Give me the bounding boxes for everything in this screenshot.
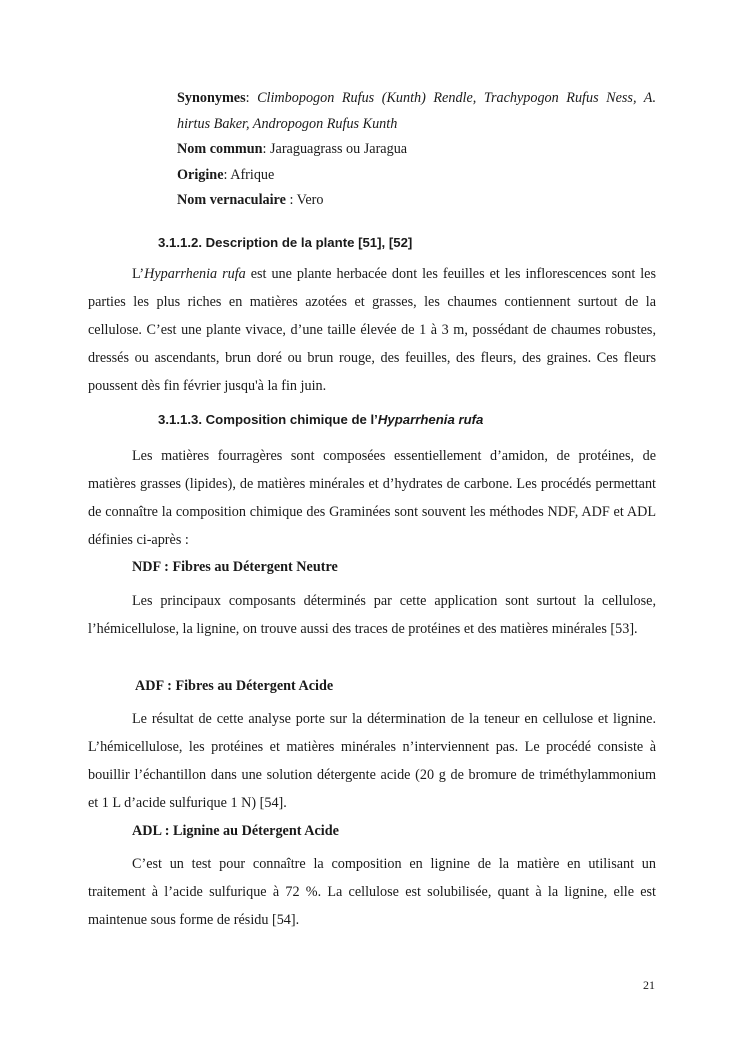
synonymes-value: Climbopogon Rufus (Kunth) Rendle, Trachypogon Rufus Ness, A. hirtus Baker, Andropogon Rufus Kunth <box>177 90 656 132</box>
page-number: 21 <box>643 978 655 992</box>
nom-vernaculaire-line <box>177 188 656 214</box>
description-paragraph <box>88 260 656 400</box>
nom-vernaculaire-label: Nom vernaculaire <box>177 192 286 208</box>
description-block <box>88 260 656 400</box>
origine-line <box>177 163 656 189</box>
adf-title: ADF : Fibres au Détergent Acide <box>135 678 334 694</box>
description-prefix: L’ <box>132 266 145 282</box>
description-text: est une plante herbacée dont les feuilles et les inflorescences sont les parties les plus riches en matières azotées et grasses, les chaumes contiennent surtout de la cellulose. C’est une plante vivace, d’une taille élevée de 1 à 3 m, possédant de chaumes robustes, dressés ou ascendants, brun doré ou brun rouge, des feuilles, des fleurs, des graines. Ces fleurs poussent dès fin février jusqu'à la fin juin. <box>88 266 657 394</box>
synonymes-line: Synonymes: Climbopogon Rufus (Kunth) Rendle, Trachypogon Rufus Ness, A. hirtus Baker, Andropogon Rufus Kunth <box>177 90 656 132</box>
nom-commun-label: Nom commun <box>177 141 263 157</box>
heading-3113-species: Hyparrhenia rufa <box>377 412 484 427</box>
synonyms-block <box>177 86 656 214</box>
adl-title: ADL : Lignine au Détergent Acide <box>132 823 339 839</box>
heading-3113-prefix: 3.1.1.3. Composition chimique de l’ <box>158 412 378 427</box>
origine-value: : Afrique <box>223 166 275 183</box>
section-heading-3112: 3.1.1.2. Description de la plante [51], [52] <box>158 235 413 250</box>
description-species: Hyparrhenia rufa <box>144 266 246 282</box>
adf-text: Le résultat de cette analyse porte sur la détermination de la teneur en cellulose et lignine. L’hémicellulose, les protéines et matières minérales n’interviennent pas. Le procédé consiste à bouillir l’échantillon dans une solution détergente acide (20 g de bromure de triméthylammonium et 1 L d’acide sulfurique 1 N) [54]. <box>88 711 656 811</box>
synonymes-label: Synonymes <box>177 90 246 106</box>
adf-block <box>88 705 656 817</box>
ndf-title: NDF : Fibres au Détergent Neutre <box>132 559 338 575</box>
nom-vernaculaire-value: : Vero <box>285 192 324 208</box>
adl-text: C’est un test pour connaître la composition en lignine de la matière en utilisant un traitement à l’acide sulfurique à 72 %. La cellulose est solubilisée, quant à la lignine, elle est maintenue sous forme de résidu [54]. <box>88 856 656 928</box>
composition-intro: Les matières fourragères sont composées essentiellement d’amidon, de protéines, de matières grasses (lipides), de matières minérales et d’hydrates de carbone. Les procédés permettant de connaître la composition chimique des Graminées sont souvent les méthodes NDF, ADF et ADL définies ci-après : <box>88 448 656 548</box>
composition-block <box>88 442 656 554</box>
nom-commun-value: : Jaraguagrass ou Jaragua <box>262 141 408 157</box>
section-heading-3113 <box>158 412 483 427</box>
ndf-text: Les principaux composants déterminés par cette application sont surtout la cellulose, l’hémicellulose, la lignine, on trouve aussi des traces de protéines et des matières minérales [53]. <box>88 593 656 637</box>
adl-block <box>88 850 656 934</box>
ndf-block <box>88 587 656 643</box>
nom-commun-line <box>177 137 656 163</box>
origine-label: Origine <box>177 166 224 183</box>
